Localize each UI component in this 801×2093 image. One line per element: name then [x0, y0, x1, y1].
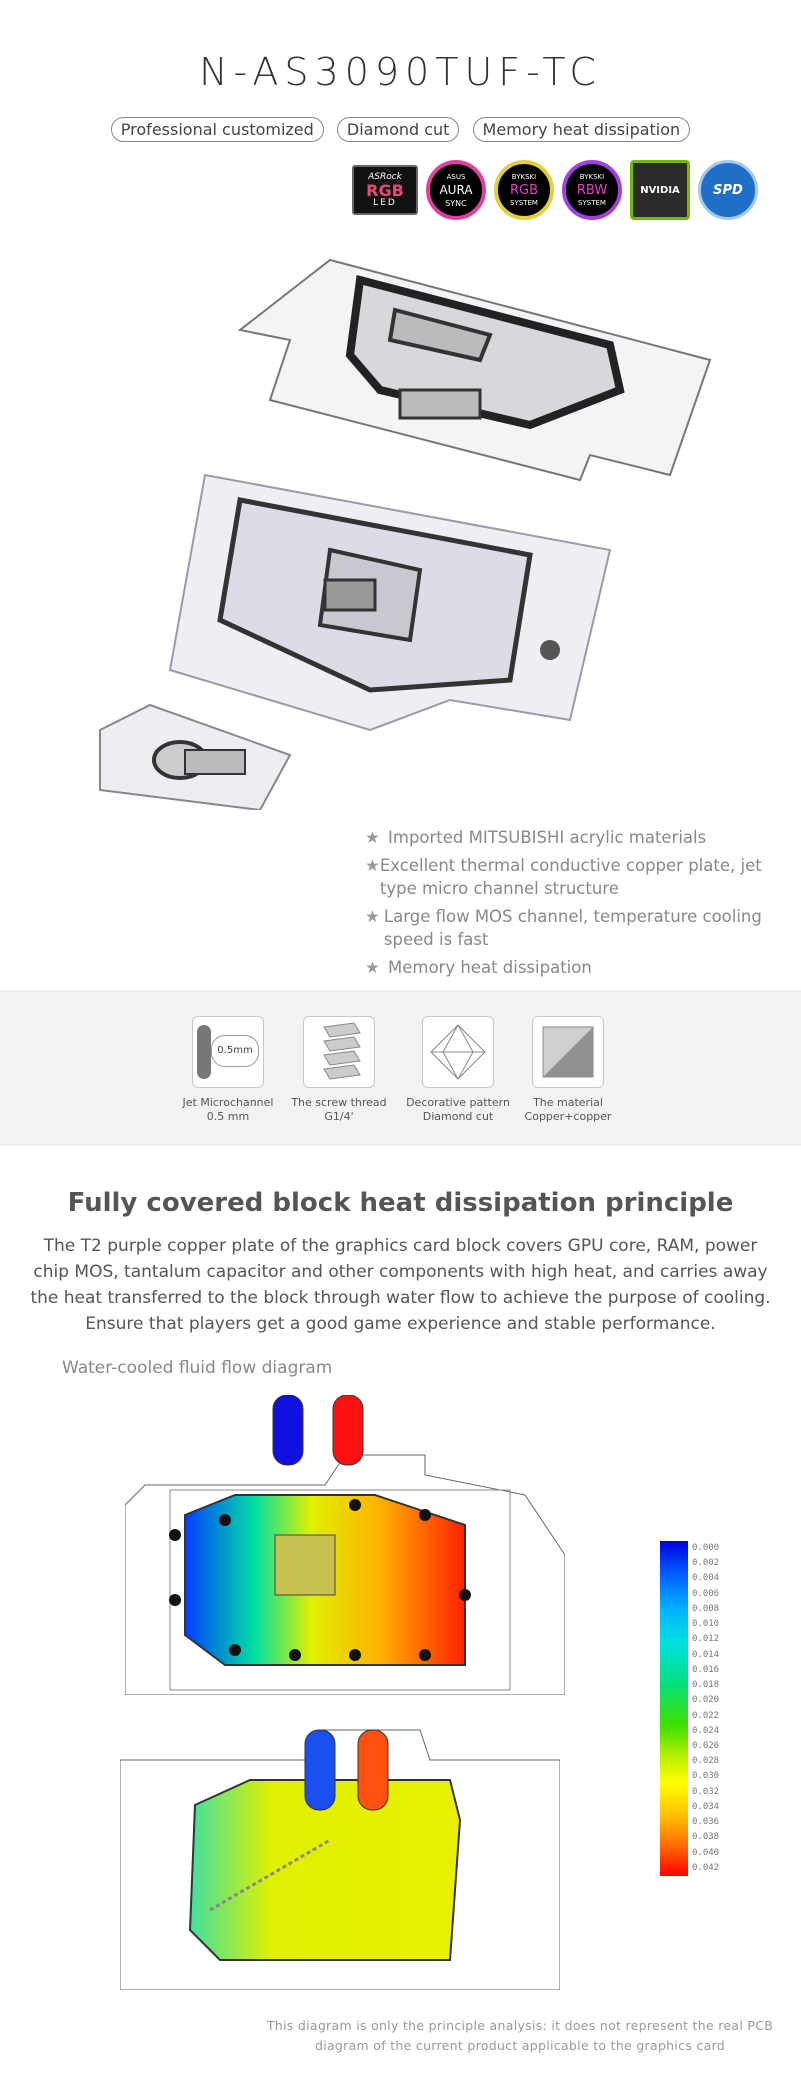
microchannel-size-label: 0.5mm — [211, 1035, 259, 1067]
asrock-led: LED — [373, 197, 397, 208]
spec-caption: The material Copper+copper — [524, 1096, 612, 1123]
tag-memory-heat-dissipation: Memory heat dissipation — [473, 117, 691, 142]
bykski-rbw-system-logo — [562, 160, 622, 220]
spec-caption: Jet Microchannel 0.5 mm — [182, 1096, 274, 1123]
diagram-disclaimer: This diagram is only the principle analysis: it does not represent the real PCB diagram of the current product applicable to the graphics card — [266, 2018, 774, 2053]
diamond-pattern-icon — [422, 1016, 494, 1088]
flow-scale-label: 0.028 — [692, 1756, 720, 1767]
compatibility-badges — [352, 160, 758, 220]
star-icon: ★ — [365, 856, 380, 875]
nvidia-logo — [630, 160, 690, 220]
feature-list — [365, 826, 785, 984]
asrock-rgb: RGB — [366, 180, 404, 200]
feature-text: Excellent thermal conductive copper plate, jet type micro channel structure — [379, 856, 762, 898]
bykski-rbw-sub: SYSTEM — [578, 198, 606, 207]
feature-text: Imported MITSUBISHI acrylic materials — [388, 828, 707, 847]
aura-sub: SYNC — [445, 198, 467, 208]
spec-caption: The screw thread G1/4' — [291, 1096, 387, 1123]
spec-icon-band — [0, 990, 801, 1146]
principle-heading: Fully covered block heat dissipation principle — [67, 1188, 734, 1218]
feature-item — [365, 826, 785, 849]
spec-screw-thread — [284, 1016, 394, 1124]
flow-scale-label: 0.002 — [692, 1558, 720, 1569]
flow-scale-label: 0.008 — [692, 1603, 720, 1614]
jet-microchannel-icon — [192, 1016, 264, 1088]
feature-text: Large flow MOS channel, temperature cooling speed is fast — [383, 907, 762, 949]
flow-scale-label: 0.038 — [692, 1832, 720, 1843]
flow-scale-label: 0.016 — [692, 1664, 720, 1675]
flow-scale-label: 0.012 — [692, 1634, 720, 1645]
spd-logo — [698, 160, 758, 220]
flow-scale-label: 0.014 — [692, 1649, 720, 1660]
flow-scale-label: 0.026 — [692, 1740, 720, 1751]
star-icon: ★ — [365, 907, 380, 926]
product-title: N-AS3090TUF-TC — [199, 50, 602, 94]
backplate — [240, 260, 710, 480]
tag-diamond-cut: Diamond cut — [337, 117, 460, 142]
feature-tags — [0, 117, 801, 142]
flow-scale-label: 0.034 — [692, 1801, 720, 1812]
bykski-rgb-sub: SYSTEM — [510, 198, 538, 207]
bykski-rgb-name: RGB — [509, 182, 539, 198]
feature-item — [365, 956, 785, 979]
flow-scale-label: 0.010 — [692, 1619, 720, 1630]
copper-material-icon — [532, 1016, 604, 1088]
flow-diagram-bottom — [120, 1720, 560, 1990]
feature-text: Memory heat dissipation — [388, 958, 592, 977]
flow-scale-label: 0.006 — [692, 1588, 720, 1599]
spec-caption: Decorative pattern Diamond cut — [406, 1096, 510, 1123]
bykski-rbw-name: RBW — [576, 182, 608, 198]
acrylic-block — [170, 475, 610, 730]
flow-diagram-label: Water-cooled fluid flow diagram — [62, 1358, 333, 1378]
principle-body: The T2 purple copper plate of the graphics card block covers GPU core, RAM, power chip MOS, tantalum capacitor and other components with high heat, and carries away the heat transferred to the block through water flow to achieve the purpose of cooling. Ensure that players get a good game experience and stable performance. — [30, 1236, 771, 1334]
flow-scale-label: 0.022 — [692, 1710, 720, 1721]
product-exploded-render — [90, 250, 730, 810]
feature-item — [365, 905, 785, 951]
flow-scale-label: 0.030 — [692, 1771, 720, 1782]
flow-scale-label: 0.040 — [692, 1847, 720, 1858]
flow-scale-label: 0.024 — [692, 1725, 720, 1736]
flow-scale-label: 0.018 — [692, 1680, 720, 1691]
bykski-rgb-system-logo — [494, 160, 554, 220]
nvidia-name: NVIDIA — [640, 184, 680, 196]
aura-name: AURA — [439, 182, 473, 197]
spec-diamond-cut — [403, 1016, 513, 1124]
spd-name: SPD — [713, 182, 743, 198]
flow-scale-label: 0.020 — [692, 1695, 720, 1706]
spec-material — [513, 1016, 623, 1124]
star-icon: ★ — [365, 958, 380, 977]
star-icon: ★ — [365, 828, 380, 847]
flow-diagram-top — [125, 1395, 565, 1695]
screw-thread-icon — [303, 1016, 375, 1088]
bykski-rbw-brand: BYKSKI — [579, 172, 605, 181]
flow-scale-label: 0.032 — [692, 1786, 720, 1797]
asrock-rgb-led-logo — [352, 165, 418, 215]
asrock-brand: ASRock — [368, 171, 402, 182]
spec-jet-microchannel — [173, 1016, 283, 1124]
bykski-rgb-brand: BYKSKI — [511, 172, 537, 181]
asus-aura-sync-logo — [426, 160, 486, 220]
flow-scale-label: 0.000 — [692, 1543, 720, 1553]
aura-brand: ASUS — [446, 172, 466, 181]
terminal-block — [100, 705, 290, 810]
flow-scale-bar — [660, 1541, 688, 1876]
flow-scale-label: 0.042 — [692, 1862, 720, 1873]
flow-scale-label: 0.036 — [692, 1817, 720, 1828]
flow-scale-label: 0.004 — [692, 1573, 720, 1584]
feature-item — [365, 854, 785, 900]
tag-professional-customized: Professional customized — [111, 117, 324, 142]
